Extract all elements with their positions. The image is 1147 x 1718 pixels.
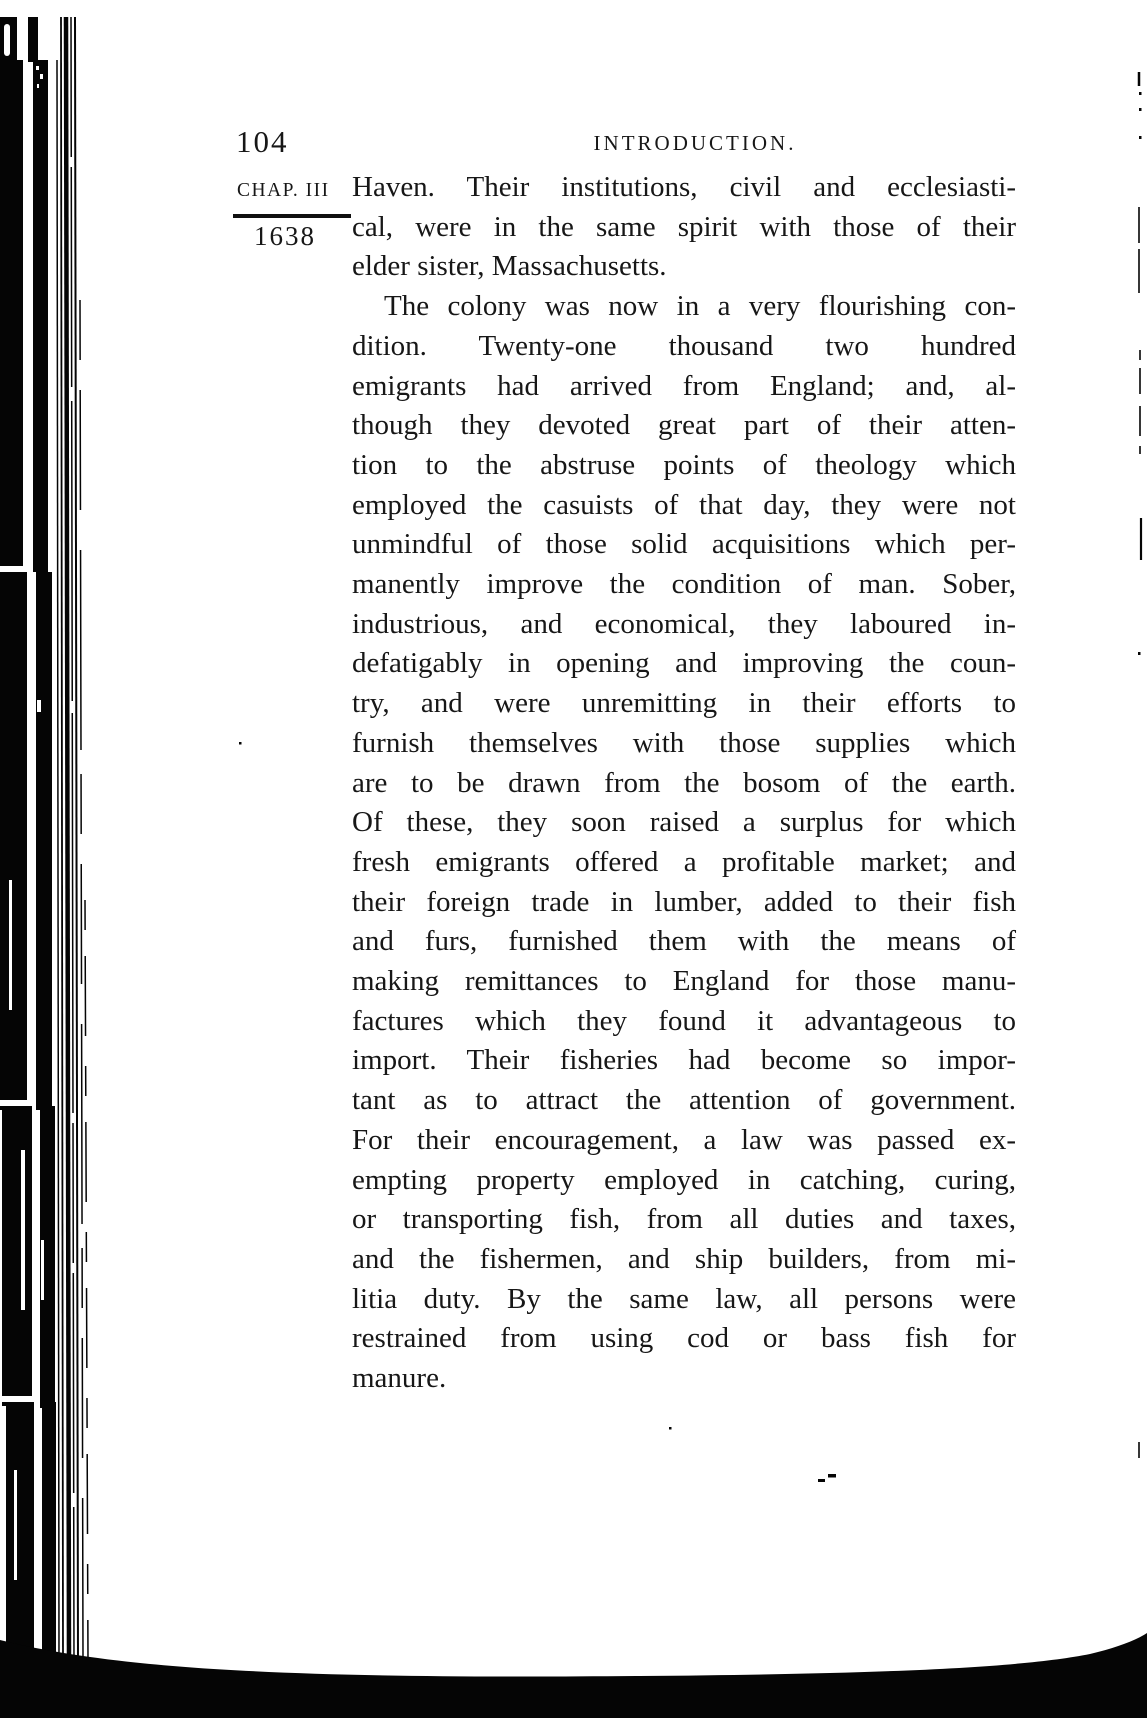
text-line: dition. Twenty-one thousand two hundred	[352, 329, 1016, 362]
text-line: or transporting fish, from all duties and taxes,	[352, 1203, 1016, 1236]
running-head: INTRODUCTION.	[593, 131, 797, 155]
body-text	[352, 168, 1016, 1399]
text-line: fresh emigrants offered a profitable market; and	[352, 845, 1016, 878]
text-line: litia duty. By the same law, all persons were	[352, 1282, 1016, 1315]
margin-year-note: 1638	[254, 221, 316, 251]
text-line: elder sister, Massachusetts.	[352, 250, 667, 283]
text-line: manently improve the condition of man. Sober,	[352, 568, 1016, 601]
text-line: cal, were in the same spirit with those of their	[352, 210, 1016, 243]
text-line: tion to the abstruse points of theology which	[352, 448, 1016, 481]
gutter-scan-artifact	[0, 17, 88, 1670]
margin-note-rule	[233, 214, 351, 218]
text-line: and the fishermen, and ship builders, from mi-	[352, 1242, 1016, 1275]
text-line: furnish themselves with those supplies which	[352, 726, 1016, 759]
text-line: defatigably in opening and improving the coun-	[352, 647, 1016, 680]
text-line: unmindful of those solid acquisitions which per-	[352, 528, 1016, 561]
text-line: though they devoted great part of their atten-	[352, 409, 1016, 442]
text-line: employed the casuists of that day, they were not	[352, 488, 1016, 521]
text-line: are to be drawn from the bosom of the earth.	[352, 766, 1016, 799]
text-line: emigrants had arrived from England; and, al-	[352, 369, 1016, 402]
text-line: manure.	[352, 1362, 447, 1395]
text-line: Haven. Their institutions, civil and ecclesiasti-	[352, 171, 1016, 203]
page-number: 104	[236, 124, 289, 159]
text-line: and furs, furnished them with the means of	[352, 925, 1016, 958]
text-line: For their encouragement, a law was passed ex-	[352, 1123, 1016, 1156]
margin-chapter-note: CHAP. III	[237, 180, 330, 201]
text-line: making remittances to England for those manu-	[352, 965, 1016, 998]
text-line: try, and were unremitting in their efforts to	[352, 687, 1016, 720]
right-edge-scan-marks	[1138, 72, 1142, 1458]
bottom-scan-band	[0, 1633, 1147, 1718]
text-line: industrious, and economical, they laboured in-	[352, 607, 1016, 640]
text-line: empting property employed in catching, curing,	[352, 1163, 1016, 1196]
text-line: Of these, they soon raised a surplus for which	[352, 806, 1016, 839]
text-line: The colony was now in a very flourishing con-	[384, 290, 1016, 323]
text-line: import. Their fisheries had become so impor-	[352, 1044, 1016, 1077]
text-line: their foreign trade in lumber, added to their fish	[352, 885, 1016, 918]
text-line: tant as to attract the attention of government.	[352, 1084, 1016, 1117]
text-line: factures which they found it advantageous to	[352, 1004, 1016, 1037]
text-line: restrained from using cod or bass fish for	[352, 1322, 1016, 1355]
